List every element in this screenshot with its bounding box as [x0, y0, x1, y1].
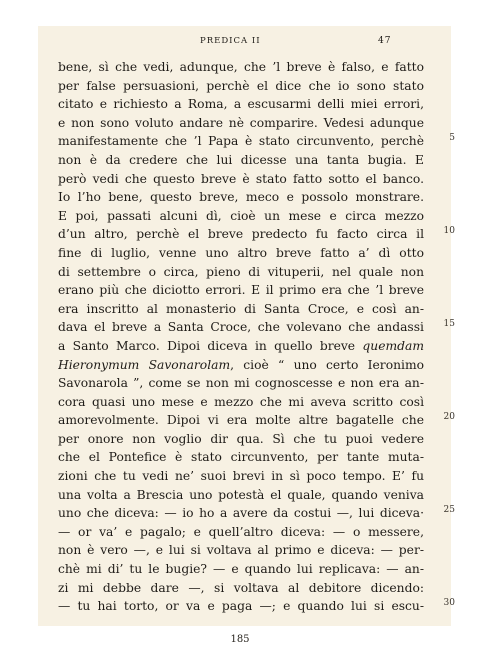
text-line: non è da credere che lui dicesse una tanta bugia. E — [58, 152, 424, 167]
text-line: una volta a Brescia uno potestà el quale, quando veniva — [58, 487, 424, 502]
text-line: uno che diceva: — io ho a avere da costui —, lui diceva· — [58, 506, 424, 521]
text-line: d’un altro, perchè el breve predecto fu facto circa il — [58, 227, 424, 242]
running-header — [38, 36, 451, 50]
text-line: — or va’ e pagalo; e quell’altro diceva: — o messere, — [58, 524, 424, 539]
text-line: Savonarola ”, come se non mi cognoscesse e non era an- — [58, 376, 424, 391]
text-line — [58, 356, 424, 375]
italic-latin-name: Hieronymum Savonarolam — [58, 357, 231, 372]
line-number: 15 — [443, 319, 455, 329]
text-line: non è vero —, e lui si voltava al primo e diceva: — per- — [58, 543, 424, 558]
line-number: 10 — [443, 226, 455, 236]
book-page — [38, 26, 455, 626]
text-line: era inscritto al monasterio di Santa Croce, e così an- — [58, 301, 424, 316]
text-line: che el Pontefice è stato circunvento, per tante muta- — [58, 450, 424, 465]
line-number: 5 — [449, 133, 455, 143]
text-line: dava el breve a Santa Croce, che volevano che andassi — [58, 320, 424, 335]
text-line: zioni che tu vedi ne’ suoi brevi in sì poco tempo. E’ fu — [58, 469, 424, 484]
text-line: cora quasi uno mese e mezzo che mi aveva scritto così — [58, 394, 424, 409]
text-segment: , cioè “ uno certo Ieronimo — [230, 357, 424, 372]
text-line: però vedi che questo breve è stato fatto sotto el banco. — [58, 171, 424, 186]
text-line: fine di luglio, venne uno altro breve fatto a’ dì otto — [58, 245, 424, 260]
text-line: Io l’ho bene, questo breve, meco e possolo monstrare. — [58, 190, 424, 205]
italic-phrase: quemdam — [362, 338, 424, 353]
text-line: erano più che diciotto errori. E il primo era che ’l breve — [58, 283, 424, 298]
folio-number: 185 — [230, 634, 250, 645]
text-line: E poi, passati alcuni dì, cioè un mese e circa mezzo — [58, 208, 424, 223]
text-line: chè mi di’ tu le bugie? — e quando lui replicava: — an- — [58, 562, 424, 577]
text-segment: a Santo Marco. Dipoi diceva in quello breve — [58, 338, 356, 353]
line-number: 20 — [443, 412, 455, 422]
text-line: manifestamente che ’l Papa è stato circunvento, perchè — [58, 134, 424, 149]
text-line: bene, sì che vedi, adunque, che ’l breve è falso, e fatto — [58, 60, 424, 74]
text-line: — tu hai torto, or va e paga —; e quando lui si escu- — [58, 599, 424, 614]
text-line — [58, 337, 424, 356]
page-number: 47 — [378, 36, 392, 46]
text-line: di settembre o circa, pieno di vituperii, nel quale non — [58, 264, 424, 279]
text-line: zi mi debbe dare —, si voltava al debitore dicendo: — [58, 580, 424, 595]
text-line: per onore non voglio dir qua. Sì che tu puoi vedere — [58, 431, 424, 446]
text-line: e non sono voluto andare nè comparire. Vedesi adunque — [58, 115, 424, 130]
text-line: per false persuasioni, perchè el dice che io sono stato — [58, 78, 424, 93]
line-number: 30 — [443, 598, 455, 608]
text-line: amorevolmente. Dipoi vi era molte altre bagatelle che — [58, 413, 424, 428]
running-title: PREDICA II — [200, 36, 261, 46]
text-body — [58, 58, 455, 616]
text-line: citato e richiesto a Roma, a escusarmi delli miei errori, — [58, 97, 424, 112]
line-number: 25 — [443, 505, 455, 515]
